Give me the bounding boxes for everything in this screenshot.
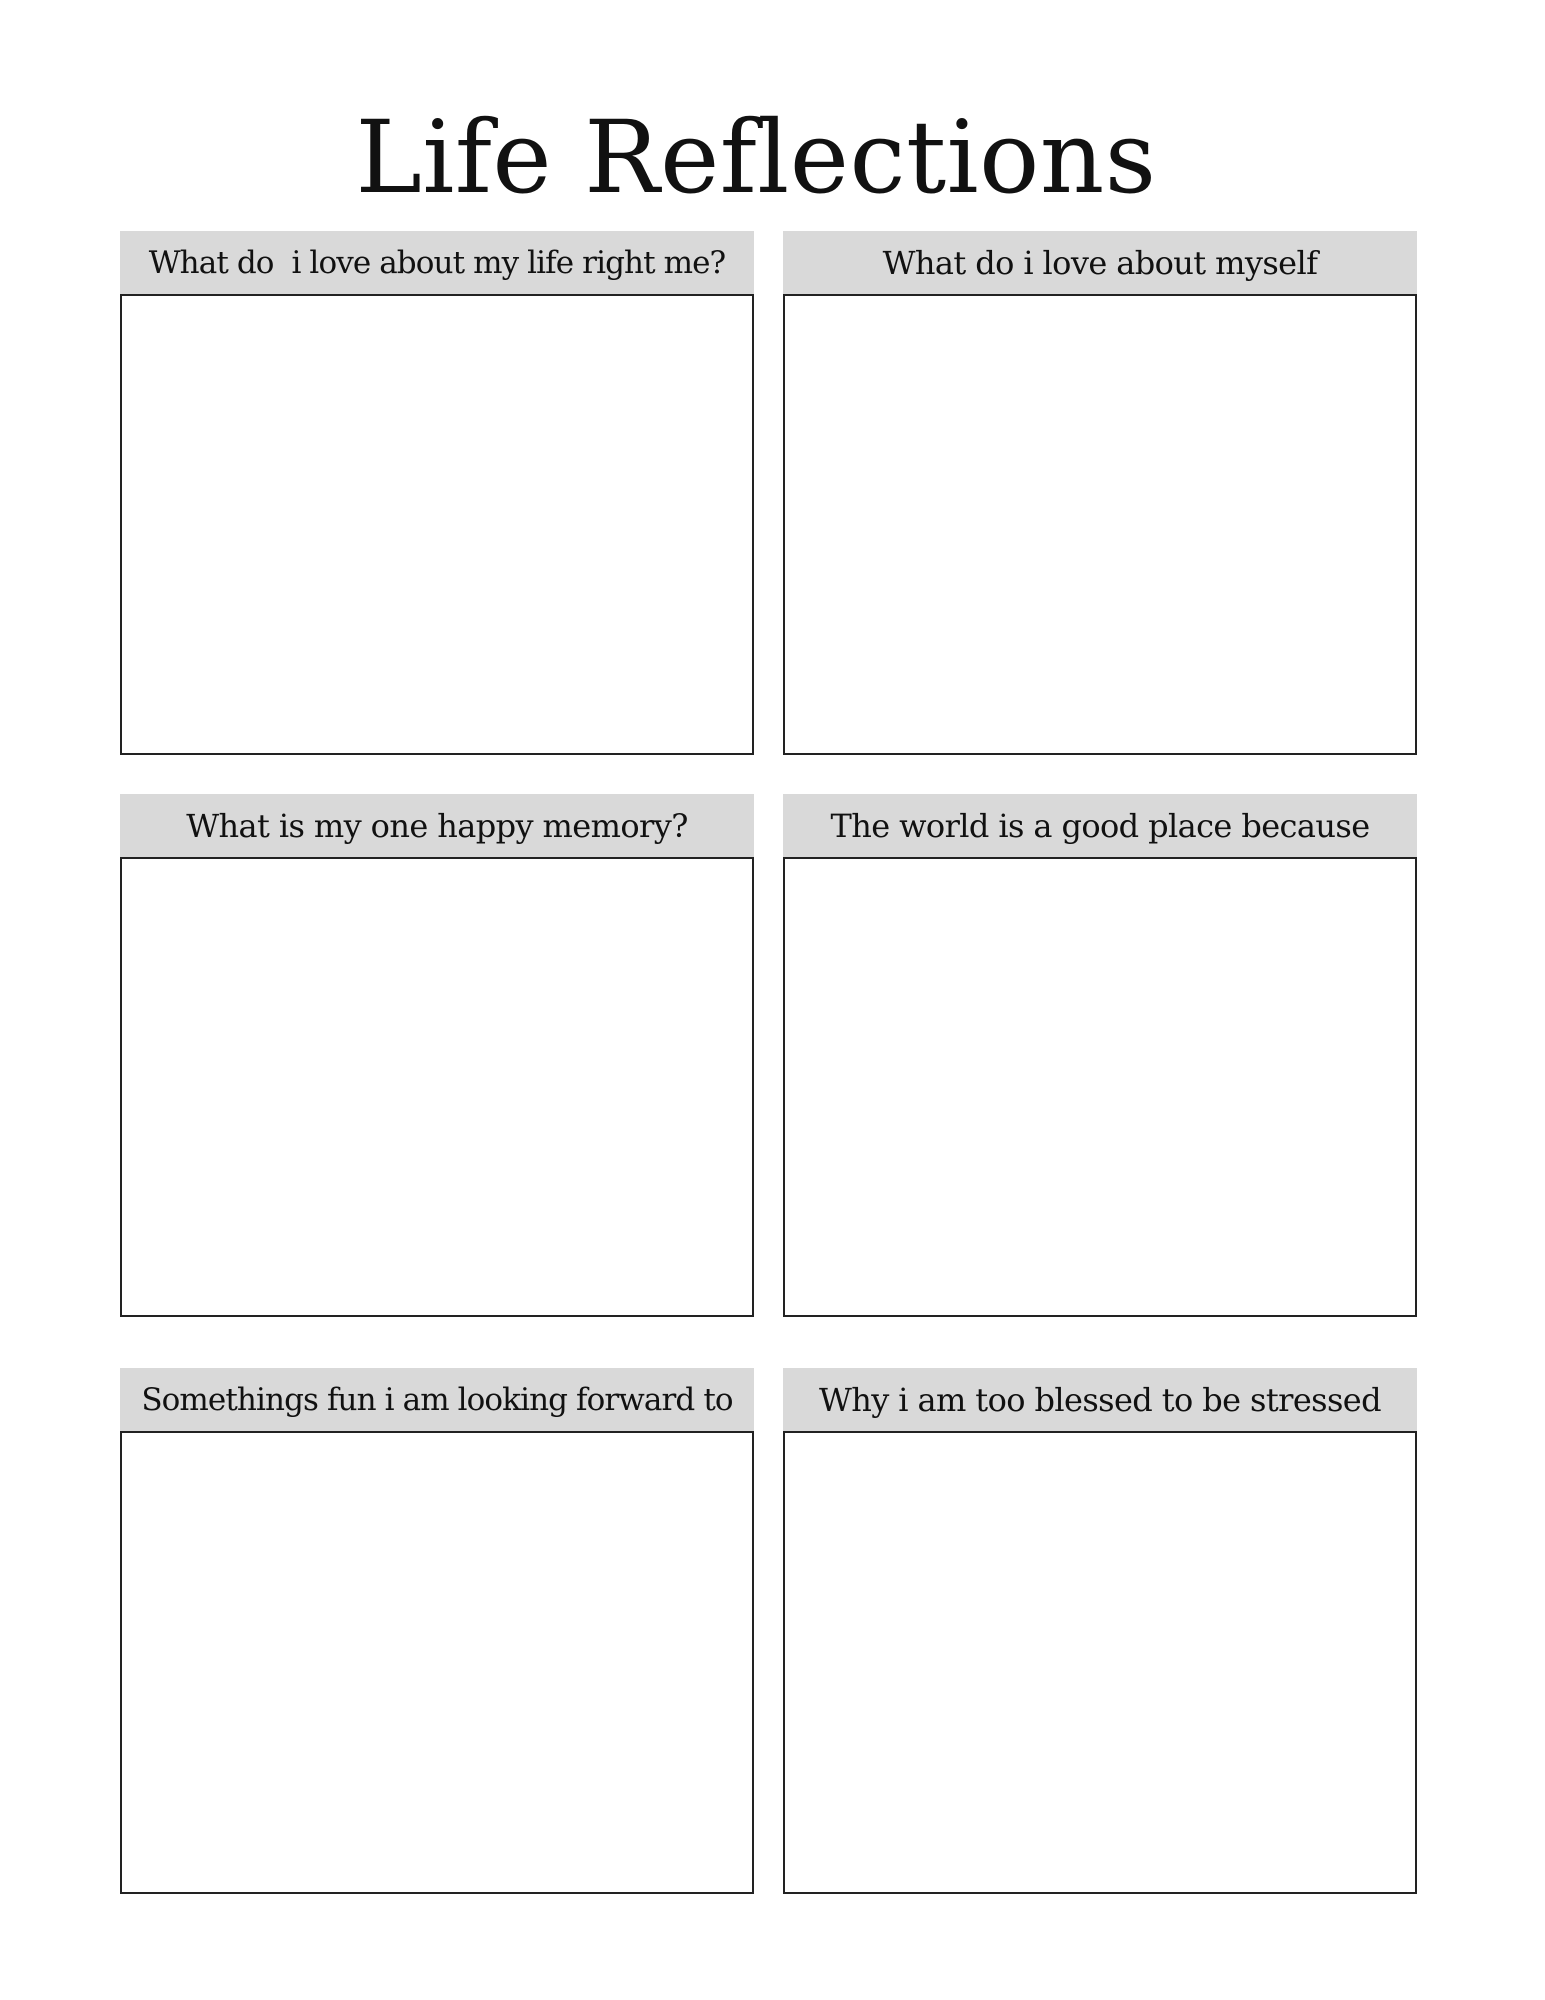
writing-area[interactable] xyxy=(120,857,754,1317)
reflection-panel-blessed xyxy=(783,1368,1417,1894)
prompt-heading: Why i am too blessed to be stressed xyxy=(783,1368,1417,1431)
reflection-panel-love-myself xyxy=(783,231,1417,755)
writing-area[interactable] xyxy=(783,294,1417,755)
reflection-panel-happy-memory xyxy=(120,794,754,1317)
reflection-panel-love-life xyxy=(120,231,754,755)
prompt-heading: What do i love about my life right me? xyxy=(120,231,754,294)
writing-area[interactable] xyxy=(783,857,1417,1317)
page-title: Life Reflections xyxy=(355,99,1157,216)
writing-area[interactable] xyxy=(120,1431,754,1894)
prompt-heading: What is my one happy memory? xyxy=(120,794,754,857)
writing-area[interactable] xyxy=(120,294,754,755)
writing-area[interactable] xyxy=(783,1431,1417,1894)
prompt-heading: The world is a good place because xyxy=(783,794,1417,857)
reflection-panel-looking-forward xyxy=(120,1368,754,1894)
prompt-heading: Somethings fun i am looking forward to xyxy=(120,1368,754,1431)
prompt-heading: What do i love about myself xyxy=(783,231,1417,294)
reflection-panel-world-good xyxy=(783,794,1417,1317)
